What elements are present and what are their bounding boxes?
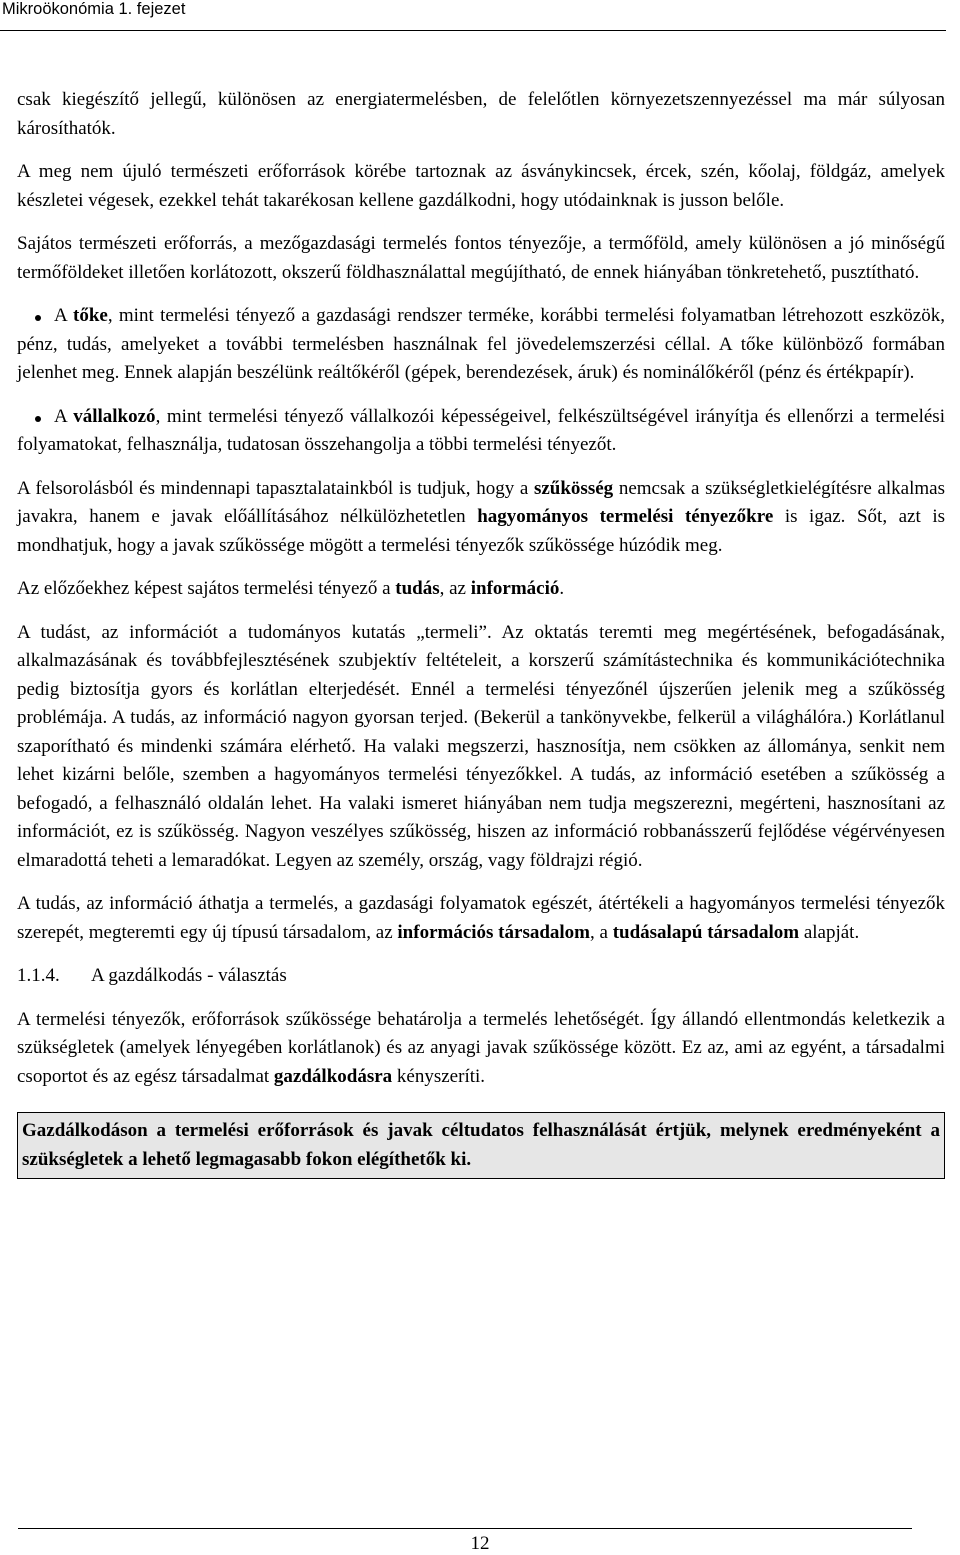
- bullet-icon: [35, 315, 41, 321]
- term-szukosseg: szűkösség: [533, 477, 614, 499]
- term-tudasalapu-tarsadalom: tudásalapú társadalom: [612, 921, 800, 943]
- bullet-item-vallalkozo: A vállalkozó, mint termelési tényező vállalkozói képességeivel, felkészültségével irányítja és ellenőrzi a termelési folyamatokat, felhasználja, tudatosan összehangolja a többi termelési tényezőt.: [17, 405, 945, 455]
- paragraph: A tudás, az információ áthatja a termelés, a gazdasági folyamatok egészét, átértékeli a hagyományos termelési tényezők szerepét, megteremti egy új típusú társadalom, az információs társadalom, a tudásalapú társadalom alapját.: [17, 893, 945, 943]
- page-number: 12: [470, 1533, 490, 1554]
- term-hagyomanyos: hagyományos termelési tényezőkre: [477, 506, 774, 527]
- term-tudas: tudás: [395, 578, 440, 599]
- document-body: [17, 86, 945, 1179]
- bullet-item-toke: A tőke, mint termelési tényező a gazdasági rendszer terméke, korábbi termelési folyamatban létrehozott eszközök, pénz, tudás, amelyeket a további termelésben használnak fel jövedelemszerzési céllal. A tőke különböző formában jelenhet meg. Ennek alapján beszélünk reáltőkéről (gépek, berendezések, áruk) és nominálőkéről (pénz és értékpapír).: [17, 305, 945, 383]
- page-header: [0, 0, 946, 31]
- paragraph: A tudást, az információt a tudományos kutatás „termeli”. Az oktatás teremti meg megértésének, befogadásának, alkalmazásának és továbbfejlesztésének szubjektív feltételeit, a korszerű számítástechnika és kommunikációtechnika pedig biztosítja gyors és korlátlan elterjedését. Ennél a termelési tényezőnél újszerűen jelenik meg a szűkösség problémája. A tudás, az információ nagyon gyorsan terjed. (Bekerül a tankönyvekbe, felkerül a világhálóra.) Korlátlanul szaporítható és mindenki számára elérhető. Ha valaki megszerzi, hasznosítja, nem csökken az állománya, senkit nem lehet kizárni belőle, szemben a hagyományos termelési tényezőkkel. A tudás, az információ esetében a szűkösség a befogadó, a felhasználó oldalán lehet. Ha valaki ismeret hiányában nem tudja megszerezni, megérteni, hasznosítani az információt, ez is szűkösség. Nagyon veszélyes szűkösség, hiszen az információ robbanásszerű fejlődése végérvényesen elmaradottá teheti a lemaradókat. Legyen az személy, ország, vagy földrajzi régió.: [17, 621, 945, 871]
- paragraph: csak kiegészítő jellegű, különösen az energiatermelésben, de felelőtlen környezetszennyezéssel ma már súlyosan károsíthatók.: [17, 89, 945, 139]
- footer-divider: [18, 1528, 912, 1529]
- bullet-icon: [35, 416, 41, 422]
- term-informacio: információ: [470, 578, 560, 599]
- section-number: 1.1.4.: [17, 965, 60, 986]
- header-title: Mikroökonómia 1. fejezet: [2, 0, 186, 18]
- term-informacios-tarsadalom: információs társadalom: [397, 921, 591, 943]
- paragraph: A termelési tényezők, erőforrások szűkössége behatárolja a termelés lehetőségét. Így állandó ellentmondás keletkezik a szükségletek (amelyek lényegében korlátlanok) és az anyagi javak szűkössége között. Ez az, ami az egyént, a társadalmi csoportot és az egész társadalmat gazdálkodásra kényszeríti.: [17, 1008, 945, 1087]
- paragraph: A felsorolásból és mindennapi tapasztalatainkból is tudjuk, hogy a szűkösség nemcsak a szükségletkielégítésre alkalmas javakra, hanem e javak előállításához nélkülözhetetlen hagyományos termelési tényezőkre is igaz. Sőt, azt is mondhatjuk, hogy a javak szűkössége mögött a termelési tényezők szűkössége húzódik meg.: [17, 477, 945, 556]
- term-vallalkozo: vállalkozó: [73, 405, 156, 427]
- definition-box: Gazdálkodáson a termelési erőforrások és javak céltudatos felhasználását értjük, melynek eredményeként a szükségletek a lehető legmagasabb fokon elégíthetők ki.: [17, 1112, 945, 1179]
- paragraph: Az előzőekhez képest sajátos termelési tényező a tudás, az információ.: [17, 578, 565, 599]
- section-title: A gazdálkodás - választás: [91, 965, 287, 986]
- paragraph: Sajátos természeti erőforrás, a mezőgazdasági termelés fontos tényezője, a termőföld, amely különösen a jó minőségű termőföldeket illetően korlátozott, okszerű földhasználattal megújítható, de ennek hiányában tönkretehető, pusztítható.: [17, 233, 945, 283]
- paragraph: A meg nem újuló természeti erőforrások körébe tartoznak az ásványkincsek, ércek, szén, kőolaj, földgáz, amelyek készletei végesek, ezekkel tehát takarékosan kellene gazdálkodni, hogy utódainknak is jusson belőle.: [17, 161, 945, 211]
- section-heading: [17, 962, 945, 991]
- term-gazdalkodasra: gazdálkodásra: [273, 1065, 393, 1087]
- term-toke: tőke: [73, 305, 108, 326]
